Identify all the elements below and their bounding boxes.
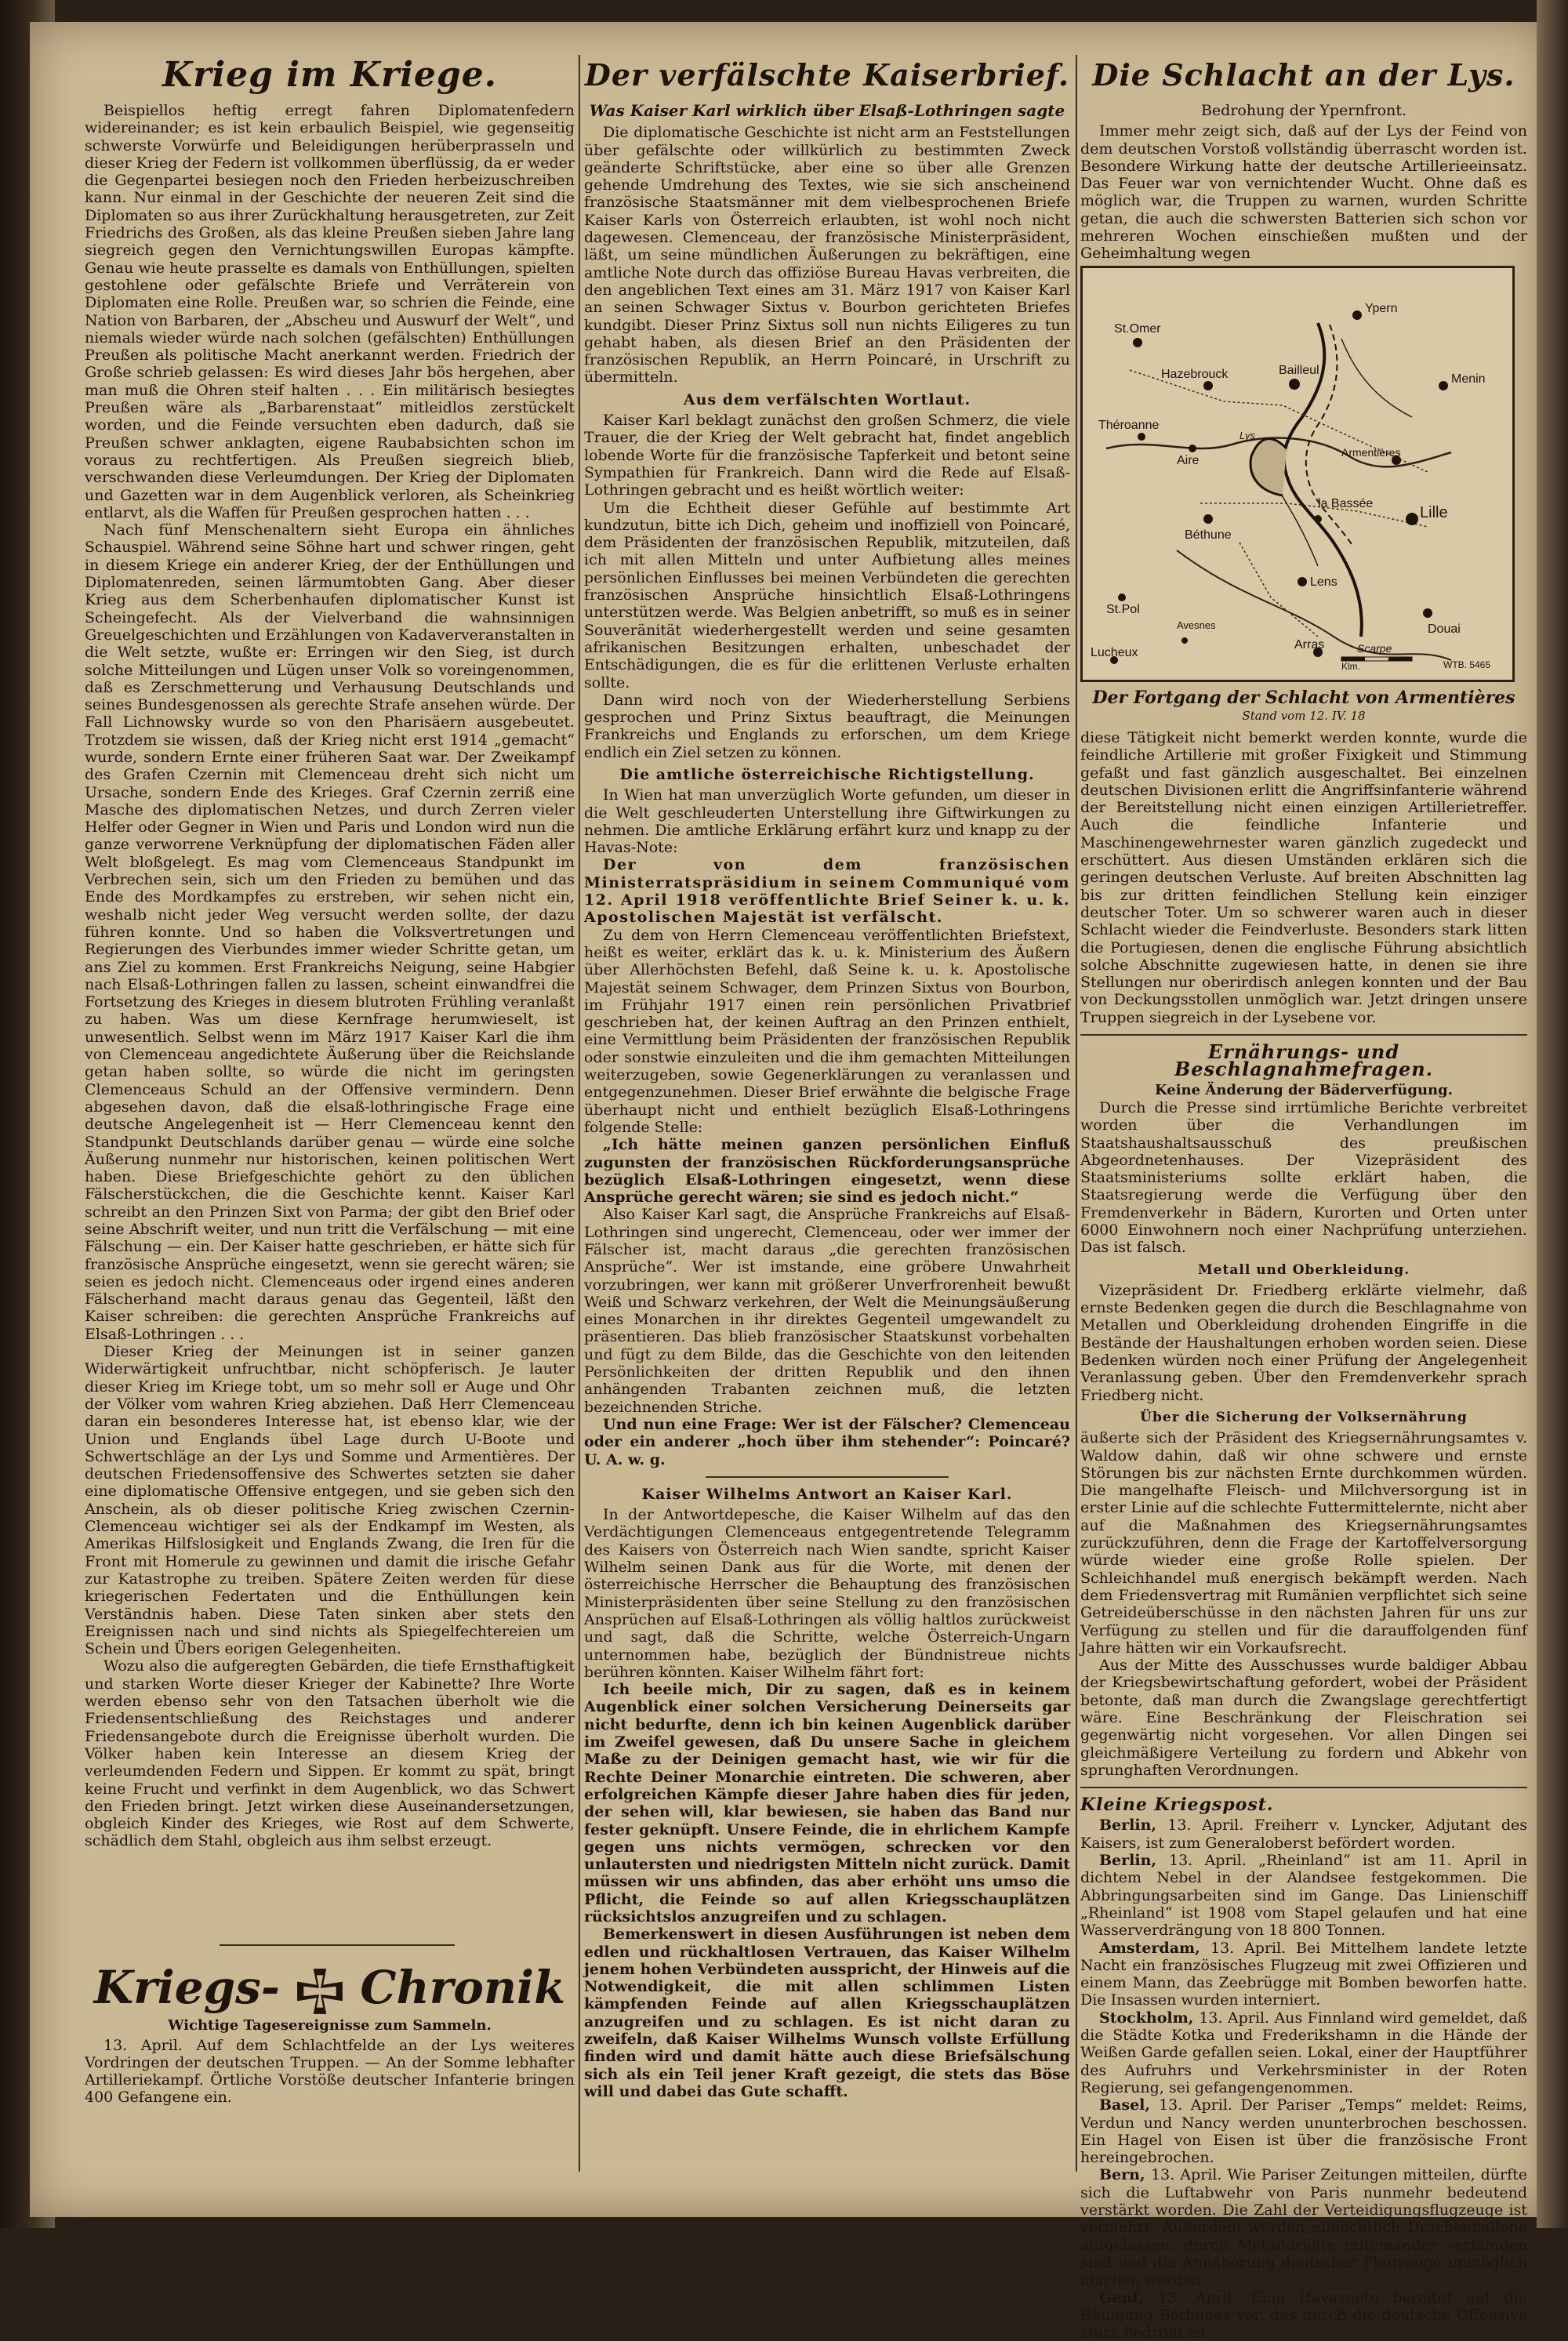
svg-text:Hazebrouck: Hazebrouck: [1161, 368, 1229, 381]
svg-text:Lucheux: Lucheux: [1091, 646, 1138, 659]
quote-paragraph: „Ich hätte meinen ganzen persönlichen Einfluß zugunsten der französischen Rückforderungsansprüche bezüglich Elsaß-Lothringen eingesetzt, wenn diese Ansprüche gerecht wären; sie sind es jedoch nicht.“: [584, 1136, 1070, 1206]
svg-text:la Bassée: la Bassée: [1318, 497, 1373, 510]
paragraph: Beispiellos heftig erregt fahren Diplomatenfedern widereinander; es ist kein erbaulich Beispiel, wie gegenseitig schwerste Vorwürfe und Beleidigungen herüberprasseln und dieser Krieg der Federn ist vollkommen überflüssig, da er weder die Gegenpartei besiegen noch den Frieden herbeizuschreiben kann. Nur einmal in der Geschichte der neueren Zeit sind die Diplomaten so aus ihrer Zurückhaltung herausgetreten, zur Zeit Friedrichs des Großen, als das kleine Preußen sieben Jahre lang siegreich gegen den Vernichtungswillen Europas kämpfte. Genau wie heute prasselte es damals von Enthüllungen, spielten gestohlene oder gefälschte Briefe und Verräterein von Diplomaten eine Rolle. Preußen war, so schrien die Feinde, eine Nation von Barbaren, der „Abscheu und Auswurf der Welt“, und niemals wieder würde nach solchen (gefälschten) Enthüllungen Preußen als politische Macht anerkannt werden. Friedrich der Große schrieb gelassen: Es wird dieses Jahr bös hergehen, aber man muß die Ohren steif halten . . . Ein militärisch besiegtes Preußen wäre als „Barbarenstaat“ mitleidlos zerstückelt worden, und die Feinde versuchten eben dadurch, daß sie Preußen schwer anklagten, eigene Raubabsichten schon im voraus zu rechtfertigen. Als Preußen siegreich blieb, verschwanden diese Verleumdungen. Der Krieg der Diplomaten und Gazetten war in dem Augenblick verloren, als Scheinkrieg entlarvt, als die Waffen für Preußen gesprochen hatten . . .: [85, 102, 575, 521]
dateline-place: Bern,: [1099, 2166, 1151, 2183]
column-rule: [1076, 55, 1077, 2172]
paragraph: Kaiser Karl beklagt zunächst den großen Schmerz, die viele Trauer, die der Krieg der Welt gebracht hat, findet angeblich lobende Worte für die französische Tapferkeit und betont seine Sympathien für Frankreich. Dann wird die Rede auf Elsaß-Lothringen gebracht und es heißt wörtlich weiter:: [584, 412, 1070, 499]
paragraph: Aus der Mitte des Ausschusses wurde baldiger Abbau der Kriegsbewirtschaftung gefordert, wobei der Präsident betonte, daß man durch die Zwangslage gerechtfertigt wäre. Eine Beschränkung der Fleischration sei gegenwärtig nicht vorgesehen. Vor allen Dingen sei gleichmäßigere Verteilung zu fordern und Abkehr von sprunghaften Verordnungen.: [1080, 1657, 1527, 1779]
quote-paragraph: Der von dem französischen Ministerratspräsidium in seinem Communiqué vom 12. April 1918 veröffentlichte Brief Seiner k. u. k. Apostolischen Majestät ist verfälscht.: [584, 856, 1070, 926]
battle-map: [1080, 266, 1515, 682]
section-heading: Ernährungs- und Beschlagnahmefragen.: [1080, 1043, 1527, 1079]
article-schlacht-an-der-lys: [1080, 55, 1527, 2187]
paragraph: Und nun eine Frage: Wer ist der Fälscher? Clemenceau oder ein anderer „hoch über ihm stehender“: Poincaré? U. A. w. g.: [584, 1416, 1070, 1468]
section-heading: Aus dem verfälschten Wortlaut.: [584, 391, 1070, 408]
article-kaiserbrief: [584, 55, 1070, 2054]
paragraph: Zu dem von Herrn Clemenceau veröffentlichten Briefstext, heißt es weiter, erklärt das k. u. k. Ministerium des Äußern über Allerhöchsten Befehl, daß Seine k. u. k. Apostolische Majestät seinem Schwager, dem Prinzen Sixtus von Bourbon, im Frühjahr 1917 einen rein persönlichen Privatbrief geschrieben hat, der keinen Auftrag an den Prinzen enthielt, eine Vermittlung beim Präsidenten der französischen Republik oder sonstwie einzuleiten und die ihm gemachten Mitteilungen weiterzugeben, sowie Gegenerklärungen zu veranlassen und entgegenzunehmen. Dieser Brief erwähnte die belgische Frage überhaupt nicht und enthielt bezüglich Elsaß-Lothringens folgende Stelle:: [584, 927, 1070, 1137]
map-stand: Stand vom 12. IV. 18: [1080, 707, 1527, 724]
svg-text:Avesnes: Avesnes: [1177, 619, 1216, 631]
kriegspost-item: [1080, 2166, 1527, 2288]
svg-text:Douai: Douai: [1428, 622, 1461, 636]
chronik-title-right: Chronik: [360, 1961, 565, 2014]
divider: [220, 1944, 455, 1946]
article-krieg-im-kriege: [85, 55, 575, 1858]
section-heading: Kleine Kriegspost.: [1080, 1796, 1527, 1813]
dateline-date: 13. April.: [1151, 2166, 1227, 2183]
article-title: Der verfälschte Kaiserbrief.: [584, 55, 1070, 96]
item-text: Bei Mittelhem landete letzte Nacht ein französisches Flugzeug mit zwei Offizieren und einem Mann, das Zeebrügge mit Bomben beworfen hatte. Die Insassen wurden interniert.: [1080, 1940, 1527, 2009]
kriegspost-item: [1080, 1852, 1527, 1939]
item-text: Aus Finnland wird gemeldet, daß die Städte Kotka und Frederikshamn in die Hände der Weißen Garde gefallen seien. Lokal, einer der Hauptführer des Aufruhrs und Verkehrsminister in der Roten Regierung, sei gefangengenommen.: [1080, 2009, 1527, 2096]
dateline-date: 13. April.: [1159, 2096, 1240, 2114]
paragraph: diese Tätigkeit nicht bemerkt werden konnte, wurde die feindliche Artillerie mit großer Fixigkeit und Stimmung gefaßt und fast gänzlich ausgeschaltet. Bei einzelnen deutschen Divisionen erlitt die Angriffsinfanterie während der Bereitstellung nicht einen einzigen Artillerietreffer. Auch die feindliche Infanterie und Maschinengewehrnester waren gänzlich zugedeckt und erschüttert. Aus diesen Umständen erklären sich die geringen deutschen Verluste. Auf breiten Abschnitten lag bis zur dritten feindlichen Stellung kein einziger deutscher Toter. Um so schwerer waren auch in dieser Schlacht wieder die Feindverluste. Besonders stark litten die Portugiesen, denen die englische Führung absichtlich solche Abschnitte zugewiesen hatte, in denen sie ihre Stellungen nur oberirdisch anlegen konnten und der Bau von Deckungsstollen unmöglich war. Jetzt dringen unsere Truppen siegreich in der Lysebene vor.: [1080, 729, 1527, 1026]
dateline-place: Berlin,: [1099, 1817, 1167, 1834]
svg-text:St.Omer: St.Omer: [1114, 322, 1161, 336]
paragraph: Um die Echtheit dieser Gefühle auf bestimmte Art kundzutun, bitte ich Dich, geheim und inoffiziell von Poincaré, dem Präsidenten der französischen Republik, mitzuteilen, daß ich mit allen Mitteln und unter Aufbietung alles meines persönlichen Einflusses bei meinen Verbündeten die gerechten französischen Ansprüche hinsichtlich Elsaß-Lothringens unterstützen werde. Was Belgien anbetrifft, so muß es in seiner Souveränität wiederhergestellt werden und seine gesamten afrikanischen Besitzungen erhalten, unbeschadet der Entschädigungen, die es für die erlittenen Verluste erhalten sollte.: [584, 499, 1070, 691]
dateline-place: Stockholm,: [1099, 2009, 1199, 2027]
dateline-place: Genf,: [1099, 2289, 1158, 2307]
kriegspost-item: [1080, 2289, 1527, 2341]
paragraph: Nach fünf Menschenaltern sieht Europa ein ähnliches Schauspiel. Während seine Söhne hart und schwer ringen, geht in diesem Kriege ein anderer Krieg, der der Enthüllungen und Diplomatenreden, seinen lärmumtobten Gang. Aber dieser Krieg aus dem Scherbenhaufen diplomatischer Kunst ist Scheingefecht. Als der Vielverband die wahnsinnigen Greuelgeschichten und Erzählungen von Kadaververanstalten in die Welt setzte, wußte er: Erringen wir den Sieg, ist durch solche Mitteilungen und Lügen unser Volk so voreingenommen, daß es Zerschmetterung und Verhausung Deutschlands und seines Bundesgenossen als gerechte Strafe ansehen würde. Der Fall Lichnowsky wurde so von den Pharisäern ausgebeutet. Trotzdem sie wissen, daß der Krieg nicht erst 1914 „gemacht“ wurde, sondern Ernte einer früheren Saat war. Der Zweikampf des Grafen Czernin mit Clemenceau dreht sich nicht um Ursache, sondern Ende des Krieges. Graf Czernin zerriß eine Masche des diplomatischen Netzes, und durch Zerren vieler Helfer oder Gegner in Wien und Paris und London wird nun die ganze verworrene Verknüpfung der diplomatischen Fäden aller Welt bloßgelegt. Es mag vom Clemenceaus Standpunkt im Verbrechen sein, sich um den Frieden zu bemühen und das Ende des Mordkampfes zu erstreben, wir sehen nicht ein, weshalb nicht jeder Weg versucht werden sollte, der dazu führen konnte. Und so haben die Volksvertretungen und Regierungen des Vierbundes immer wieder Schritte getan, um ans Ziel zu kommen. Erst Frankreichs Neigung, seine Habgier nach Elsaß-Lothringen fallen zu lassen, scheint einwandfrei die Fortsetzung des Krieges in diesem blutroten Frühling veranlaßt zu haben. Was um diese Kernfrage herumwieselt, ist unwesentlich. Selbst wenn im März 1917 Kaiser Karl die ihm von Clemenceau angedichtete Äußerung über die Reichslande getan haben sollte, so würde die nicht im geringsten Clemenceaus Schuld an der Offensive vermindern. Denn abgesehen davon, daß die elsaß-lothringische Frage eine deutsche Angelegenheit ist — Herr Clemenceau kennt den Standpunkt Deutschlands darüber genau — würde eine solche Äußerung nunmehr nur historischen, keinen politischen Wert haben. Diese Briefgeschichte gehört zu den üblichen Fälscherstückchen, die die Geschichte kennt. Kaiser Karl schreibt an den Prinzen Sixt von Parma; der gibt den Brief oder seine Abschrift weiter, und nun tritt die Verfälschung — mit eine Fälschung — ein. Der Kaiser hatte geschrieben, er hätte sich für französische Ansprüche eingesetzt, wenn sie gerecht wären; sie seien es jedoch nicht. Clemenceaus oder irgend eines anderen Fälscherhand macht daraus genau das Gegenteil, läßt den Kaiser schreiben: die gerechten Ansprüche Frankreichs auf Elsaß-Lothringen . . .: [85, 521, 575, 1343]
divider: [1080, 1034, 1527, 1036]
chronik-entry: 13. April. Auf dem Schlachtfelde an der Lys weiteres Vordringen der deutschen Truppen. — An der Somme lebhafter Artilleriekampf. Örtliche Vorstöße deutscher Infanterie bringen 400 Gefangene ein.: [85, 2037, 575, 2106]
article-subtitle: Bedrohung der Ypernfront.: [1080, 102, 1527, 119]
item-text: Wie Pariser Zeitungen mitteilen, dürfte sich die Luftabwehr von Paris nunmehr bedeutend verstärkt worden. Die Zahl der Verteidigungsflugzeuge ist vermehrt. Außerdem werden allnächtlich Drachenballone aufgelassen, durch Metalldrähte miteinander verbunden sind und die Annäherung deutscher Flugzeuge unmöglich machen werden.: [1080, 2166, 1527, 2288]
map-drawing: [1083, 268, 1512, 680]
quote-paragraph: Ich beeile mich, Dir zu sagen, daß es in keinem Augenblick einer solchen Versicherung Deinerseits gar nicht bedurfte, denn ich bin keinen Augenblick darüber im Zweifel gewesen, daß Du unsere Sache in gleichem Maße zu der Deinigen gemacht hast, wie wir für die Rechte Deiner Monarchie eintreten. Die schweren, aber erfolgreichen Kämpfe dieser Jahre haben dies für jeden, der sehen will, klar bewiesen, sie haben das Band nur fester geknüpft. Unsere Feinde, die in ehrlichem Kampfe gegen uns nichts vermögen, schrecken vor den unlautersten und niedrigsten Mitteln nicht zurück. Damit müssen wir uns abfinden, das aber erhöht uns umso die Pflicht, die Feinde so auf allen Kriegsschauplätzen rücksichtslos anzugreifen und zu schlagen.: [584, 1681, 1070, 1925]
paragraph: Bemerkenswert in diesen Ausführungen ist neben dem edlen und rückhaltlosen Vertrauen, das Kaiser Wilhelm jenem hohen Verbündeten ausspricht, der Hinweis auf die Notwendigkeit, die mit allen schlimmen Listen kämpfenden Feinde auf allen Kriegsschauplätzen anzugreifen und zu schlagen. Es ist nicht daran zu zweifeln, daß Kaiser Wilhelms Wunsch vollste Erfüllung finden wird und damit hätte auch diese Briefsälschung sich als ein Teil jener Kraft gezeigt, die stets das Böse will und dabei das Gute schafft.: [584, 1925, 1070, 2100]
dateline-date: 13. April.: [1199, 2009, 1274, 2027]
svg-text:Ypern: Ypern: [1365, 302, 1398, 315]
article-title: Krieg im Kriege.: [85, 55, 575, 96]
dateline-date: 13. April.: [1158, 2289, 1251, 2307]
divider: [706, 1476, 949, 1478]
dateline-date: 13. April.: [1169, 1852, 1258, 1869]
section-heading: Über die Sicherung der Volksernährung: [1080, 1409, 1527, 1426]
kriegs-chronik: [85, 1960, 575, 2164]
chronik-title-left: Kriegs-: [94, 1961, 280, 2014]
paragraph: Die diplomatische Geschichte ist nicht arm an Feststellungen über gefälschte oder willkürlich zu bestimmten Zweck geänderte Schriftstücke, aber eine so über alle Grenzen gehende Umdrehung des Textes, wie sie sich anscheinend französische Staatsmänner mit dem vielbesprochenen Briefe Kaiser Karls von Österreich erlaubten, ist wohl noch nicht dagewesen. Clemenceau, der französische Ministerpräsident, läßt, um seine mündlichen Äußerungen zu bekräftigen, eine amtliche Note durch das offiziöse Bureau Havas verbreiten, die den angeblichen Text eines am 31. März 1917 von Kaiser Karl an seinen Schwager Sixtus v. Bourbon gerichteten Briefes kundgibt. Dieser Prinz Sixtus soll nun nichts Eiligeres zu tun gehabt haben, als diesen Brief an den Präsidenten der französischen Republik, an Herrn Poincaré, in Urschrift zu übermitteln.: [584, 124, 1070, 386]
column-rule: [579, 55, 580, 2172]
section-subheading: Keine Änderung der Bäderverfügung.: [1080, 1082, 1527, 1099]
kriegspost-item: [1080, 2096, 1527, 2166]
svg-text:Aire: Aire: [1177, 454, 1200, 467]
svg-text:Théroanne: Théroanne: [1098, 419, 1159, 432]
paragraph: Vizepräsident Dr. Friedberg erklärte vielmehr, daß ernste Bedenken gegen die durch die Beschlagnahme von Metallen und Oberkleidung drohenden Eingriffe in die Bestände der Haushaltungen erhoben worden seien. Diese Bedenken würden noch einer Prüfung der Angelegenheit Veranlassung geben. Über den Fremdenverkehr sprach Friedberg nicht.: [1080, 1282, 1527, 1404]
dateline-place: Amsterdam,: [1099, 1940, 1210, 1957]
svg-text:Béthune: Béthune: [1185, 528, 1232, 542]
dateline-date: 13. April.: [1167, 1817, 1254, 1834]
paragraph: Durch die Presse sind irrtümliche Berichte verbreitet worden über die Verhandlungen im Staatshaushaltsausschuß des preußischen Abgeordnetenhauses. Der Vizepräsident des Staatsministeriums sollte erklärt haben, die Staatsregierung werde die Verfügung über den Fremdenverkehr in Bädern, Kurorten und Orten unter 6000 Einwohnern noch einer Nachprüfung unterziehen. Das ist falsch.: [1080, 1099, 1527, 1257]
section-heading: Metall und Oberkleidung.: [1080, 1261, 1527, 1279]
svg-text:Arras: Arras: [1294, 638, 1324, 651]
chronik-subtitle: Wichtige Tagesereignisse zum Sammeln.: [85, 2017, 575, 2034]
kriegspost-item: [1080, 1817, 1527, 1852]
iron-cross-icon: [296, 1967, 344, 2016]
article-subtitle: Was Kaiser Karl wirklich über Elsaß-Lothringen sagte: [584, 102, 1070, 119]
section-heading: Kaiser Wilhelms Antwort an Kaiser Karl.: [584, 1486, 1070, 1503]
item-text: Freiherr v. Lyncker, Adjutant des Kaisers, ist zum Generaloberst befördert worden.: [1080, 1817, 1527, 1851]
svg-text:Lys: Lys: [1240, 430, 1255, 441]
paragraph: In Wien hat man unverzüglich Worte gefunden, um dieser in die Welt geschleuderten Unterstellung ihre Giftwirkungen zu nehmen. Die amtliche Erklärung erfährt kurz und knapp zu der Havas-Note:: [584, 786, 1070, 856]
svg-text:Lens: Lens: [1310, 575, 1338, 589]
svg-text:WTB. 5465: WTB. 5465: [1443, 659, 1490, 670]
paragraph: Immer mehr zeigt sich, daß auf der Lys der Feind von dem deutschen Vorstoß vollständig überrascht worden ist. Besondere Wirkung hatte der deutsche Artillerieeinsatz. Das Feuer war von vernichtender Wucht. Ohne daß es möglich war, die Truppen zu warnen, wurden Schritte getan, die auch die schwersten Batterien sich schon vor mehreren Wochen einschießen mußten und der Geheimhaltung wegen: [1080, 122, 1527, 262]
paragraph: Wozu also die aufgeregten Gebärden, die tiefe Ernsthaftigkeit und starken Worte dieser Krieger der Kabinette? Ihre Worte werden ebenso sehr von den Tatsachen überholt wie die Friedensentschließung des Reichstages und anderer Friedensangebote durch die Ereignisse überholt wurden. Die Völker haben kein Interesse an diesem Krieg der verleumdenden Federn und Sippen. Er kommt zu spät, bringt keine Frucht und verfinkt in dem Augenblick, wo das Schwert den Frieden bringt. Jetzt wirken diese Auseinandersetzungen, obgleich Kinder des Krieges, wie Rost auf dem Schwerte, schädlich dem Stahl, obgleich aus ihm selbst erzeugt.: [85, 1657, 575, 1849]
svg-text:Bailleul: Bailleul: [1279, 364, 1319, 377]
svg-text:Armentières: Armentières: [1341, 446, 1400, 459]
item-text: Der Pariser „Temps“ meldet: Reims, Verdun und Nancy werden ununterbrochen beschossen. Ein Hagel von Eisen ist über die französische Front hereingebrochen.: [1080, 2096, 1527, 2166]
divider: [1080, 1787, 1527, 1788]
kriegspost-item: [1080, 1940, 1527, 2009]
dateline-place: Berlin,: [1099, 1852, 1169, 1869]
kriegspost-item: [1080, 2009, 1527, 2096]
paragraph: äußerte sich der Präsident des Kriegsernährungsamtes v. Waldow dahin, daß wir ohne schwere und ernste Störungen bis zur nächsten Ernte durchkommen würden. Die mangelhafte Fleisch- und Milchversorgung ist in erster Linie auf die schlechte Futtermittelernte, nicht aber auf die Maßnahmen des Kriegsernährungsamtes zurückzuführen, denn die Frage der Kartoffelversorgung würde wieder eine große Rolle spielen. Der Schleichhandel muß energisch bekämpft werden. Nach dem Friedensvertrag mit Rumänien verpflichtet sich seine Getreideüberschüsse in den nächsten Jahren für uns zur Verfügung zu stellen und für die darauffolgenden fünf Jahre hätten wir ein Vorkaufsrecht.: [1080, 1429, 1527, 1657]
article-title: Die Schlacht an der Lys.: [1080, 55, 1527, 96]
svg-text:Scarpe: Scarpe: [1357, 642, 1392, 655]
paragraph: In der Antwortdepesche, die Kaiser Wilhelm auf das den Verdächtigungen Clemenceaus entgegentretende Telegramm des Kaisers von Österreich nach Wien sandte, spricht Kaiser Wilhelm seinen Dank aus für die Worte, mit denen der österreichische Herrscher die Behauptung des französischen Ministerpräsidenten über seine Stellung zu den französischen Ansprüchen auf Elsaß-Lothringen als völlig haltlos zurückweist und sagt, daß die Schritte, welche Österreich-Ungarn unternommen habe, bezüglich der Bündnistreue nichts berühren könnten. Kaiser Wilhelm fährt fort:: [584, 1506, 1070, 1681]
section-heading: Die amtliche österreichische Richtigstellung.: [584, 766, 1070, 783]
page-edge: [1537, 0, 1568, 2228]
svg-text:Klm.: Klm.: [1341, 661, 1360, 672]
kriegspost-list: [1080, 1817, 1527, 2341]
chronik-title: [85, 1960, 575, 2016]
svg-text:St.Pol: St.Pol: [1106, 603, 1140, 616]
paragraph: Dieser Krieg der Meinungen ist in seiner ganzen Widerwärtigkeit unfruchtbar, nicht schöpferisch. Je lauter dieser Krieg im Kriege tobt, um so mehr soll er Auge und Ohr der Völker vom wahren Krieg abziehen. Daß Herr Clemenceau daran ein besonderes Interesse hat, ist ebenso klar, wie der Union und Englands übel Lage durch U-Boote und Schwertschläge an der Lys und Somme und Armentières. Der deutschen Friedensoffensive des Schwertes setzten sie daher eine diplomatische Offensive entgegen, und sie geben sich den Anschein, als ob dieser politische Krieg zwischen Czernin-Clemenceau wichtiger sei als der Endkampf im Westen, als Amerikas Hilfslosigkeit und Englands Zwang, die Iren für die Front mit Homerule zu gewinnen und damit die irische Gefahr zur Katastrophe zu treiben. Spätere Zeiten werden für diese kriegerischen Federtaten und die Enthüllungen kein Verständnis haben. Diese Taten sinken aber stets den Ereignissen nach und sind nichts als Spiegelfechtereien um Schein und Übers eorigen Gelegenheiten.: [85, 1343, 575, 1657]
item-text: Eine Havasnote bereitet auf die Räumung Béthunes vor, das durch die deutsche Offensive stark bedroht ist.: [1080, 2289, 1527, 2341]
dateline-place: Basel,: [1099, 2096, 1159, 2114]
map-caption: Der Fortgang der Schlacht von Armentières: [1080, 688, 1527, 707]
dateline-date: 13. April.: [1210, 1940, 1296, 1957]
svg-text:Lille: Lille: [1420, 504, 1448, 521]
item-text: „Rheinland“ ist am 11. April in dichtem Nebel in der Alandsee festgekommen. Die Abbringungsarbeiten sind im Gange. Das Linienschiff „Rheinland“ ist 1908 vom Stapel gelaufen und hat eine Wasserverdrängung von 18 800 Tonnen.: [1080, 1852, 1527, 1939]
paragraph: Dann wird noch von der Wiederherstellung Serbiens gesprochen und Prinz Sixtus beauftragt, die Meinungen Frankreichs und Englands zu erforschen, um dem Kriege endlich ein Ziel setzen zu können.: [584, 691, 1070, 761]
paragraph: Also Kaiser Karl sagt, die Ansprüche Frankreichs auf Elsaß-Lothringen sind ungerecht, Clemenceau, oder wer immer der Fälscher ist, macht daraus „die gerechten französischen Ansprüche“. Wer ist imstande, eine gröbere Unwahrheit vorzubringen, wer kann mit größerer Unverfrorenheit bewußt Weiß und Schwarz verkehren, der Welt die Meinungsäußerung eines Monarchen in ihr direktes Gegenteil umgewandelt zu präsentieren. Das blieb französischer Staatskunst vorbehalten und fügt zu dem Bilde, das die Geschichte von den leitenden Persönlichkeiten der dritten Republik und den ihnen anhängenden Trabanten zeichnen muß, die letzten bezeichnenden Striche.: [584, 1206, 1070, 1416]
svg-text:Menin: Menin: [1451, 372, 1486, 386]
